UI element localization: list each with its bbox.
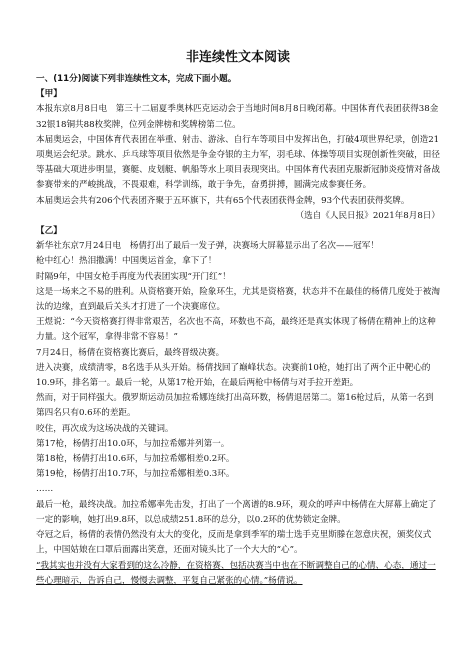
question-stem: 一、(11分)阅读下列非连续性文本，完成下面小题。 <box>36 74 237 84</box>
paragraph-a-3: 本届奥运会共有206个代表团齐聚于五环旗下，共有65个代表团获得金牌，93个代表团获得奖牌。 <box>36 195 410 206</box>
paragraph-b-9: 咬住，再次成为这场决战的关键词。 <box>36 423 174 434</box>
paragraph-b-14: 最后一枪，最终决战。加拉希娜率先击发，打出了一个离谱的8.9环，观众的呼声中杨倩在大屏幕上确定了一定的影响，她打出9.8环，以总成绩251.8环的总分，以0.2环的优势锁定金牌。 <box>36 499 437 525</box>
paragraph-b-16-quote: “我其实也并没有大家看到的这么冷静，在资格赛、包括决赛当中也在不断调整自己的心情、心态，通过一些心理暗示，告诉自己，慢慢去调整，平复自己紧张的心情。”杨倩说。 <box>36 560 436 586</box>
paragraph-b-10: 第17枪，杨倩打出10.0环，与加拉希娜并列第一。 <box>36 438 230 449</box>
paragraph-b-5: 王煜说：“今天资格赛打得非常艰苦，名次也不高，环数也不高，最终还是真实体现了杨倩在精神上的这种力量。这个冠军，拿得非常不容易！” <box>36 317 436 343</box>
paragraph-b-1: 新华社东京7月24日电 杨倩打出了最后一发子弹，决赛场大屏幕显示出了名次——冠军！ <box>36 241 379 252</box>
paragraph-b-11: 第18枪，杨倩打出10.6环，与加拉希娜相差0.2环。 <box>36 454 235 465</box>
paragraph-a-2: 本届奥运会，中国体育代表团在举重、射击、游泳、自行车等项目中发挥出色，打破4项世界纪录，创造21项奥运会纪录。跳水、乒乓球等项目依然是争金夺银的主力军，羽毛球、体操等项目实现创新性突破，田径等基础大项进步明显，赛艇、皮划艇、帆船等水上项目表现突出。中国体育代表团克服新冠肺炎疫情对备战参赛带来的严峻挑战，不畏艰难，科学训练，敢于争先，奋勇拼搏，圆满完成参赛任务。 <box>36 134 440 191</box>
paragraph-b-6: 7月24日，杨倩在资格赛比赛后，最终晋级决赛。 <box>36 347 225 358</box>
paragraph-b-4: 这是一场来之不易的胜利。从资格赛开始，险象环生，尤其是资格赛，状态并不在最佳的杨倩几度处于被淘汰的边缘，直到最后关头才打进了一个决赛席位。 <box>36 286 440 313</box>
paragraph-b-15: 夺冠之后，杨倩的表情仍然没有太大的变化，反而是拿到季军的瑞士选手克里斯滕在忽意庆祝，颁奖仪式上，中国姑娘在口罩后面露出笑意，还面对镜头比了一个大大的“心”。 <box>36 530 432 556</box>
paragraph-b-7: 进入决赛，成绩清零，8名选手从头开始。杨倩找回了巅峰状态。决赛前10枪，她打出了两个正中靶心的10.9环，排名第一。最后一轮，从第17枪开始，在最后两枪中杨倩与对手拉开差距。 <box>36 362 431 389</box>
section-label-a: 【甲】 <box>36 89 62 100</box>
paragraph-a-1: 本报东京8月8日电 第三十二届夏季奥林匹克运动会于当地时间8月8日晚闭幕。中国体育代表团获得38金32银18铜共88枚奖牌，位列金牌榜和奖牌榜第二位。 <box>36 104 439 130</box>
paragraph-b-13: …… <box>36 484 54 495</box>
section-label-b: 【乙】 <box>36 226 62 237</box>
paragraph-b-2: 枪中红心！热泪撒满！中国奥运首金，拿下了！ <box>36 256 217 267</box>
paragraph-b-3: 时隔9年，中国女枪手再度为代表团实现“开门红”！ <box>36 271 231 282</box>
paragraph-b-12: 第19枪，杨倩打出10.7环，与加拉希娜相差0.3环。 <box>36 469 235 480</box>
source-citation: （选自《人民日报》2021年8月8日） <box>295 210 440 221</box>
page-title: 非连续性文本阅读 <box>185 50 290 65</box>
paragraph-b-8: 然而，对于同样强大。俄罗斯运动员加拉希娜连续打出高环数，杨倩退居第二。第16枪过后，从第一名到第四名只有0.6环的差距。 <box>36 393 434 419</box>
